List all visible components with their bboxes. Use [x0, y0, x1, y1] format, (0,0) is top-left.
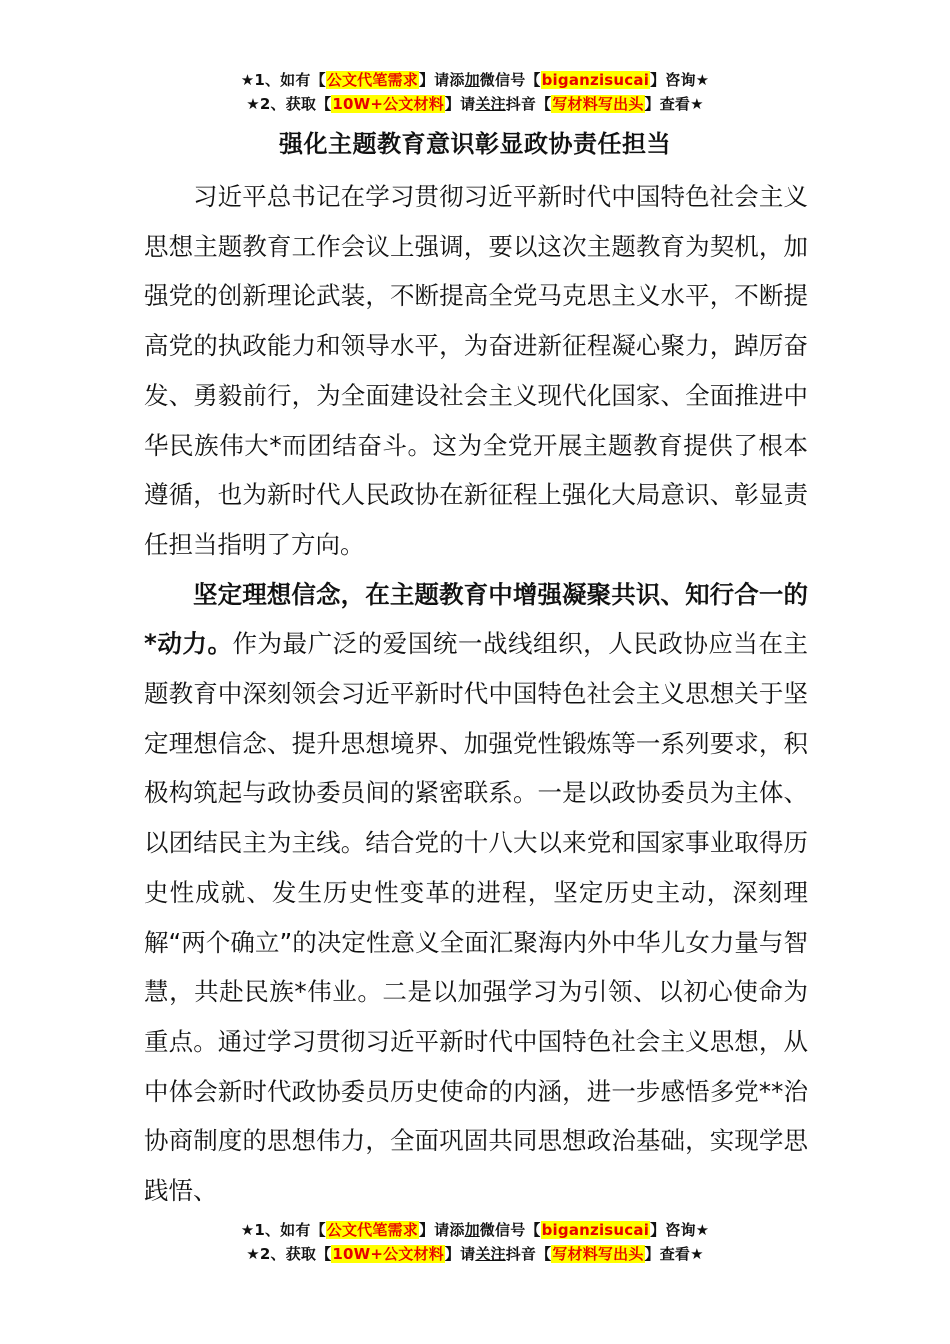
footer-banner	[0, 1218, 950, 1266]
highlight-douyin: 写材料写出头	[552, 1245, 644, 1263]
highlight-materials: 10W+公文材料	[332, 1245, 444, 1263]
highlight-service: 公文代笔需求	[326, 1221, 418, 1239]
document-body	[144, 172, 808, 1216]
header-banner	[0, 68, 950, 116]
banner-line-2: ★2、获取【10W+公文材料】请关注抖音【写材料写出头】查看★	[246, 95, 704, 113]
document-title: 强化主题教育意识彰显政协责任担当	[279, 130, 671, 158]
paragraph-2-body: 作为最广泛的爱国统一战线组织，人民政协应当在主题教育中深刻领会习近平新时代中国特色社会主义思想关于坚定理想信念、提升思想境界、加强党性锻炼等一系列要求，积极构筑起与政协委员间的紧密联系。一是以政协委员为主体、以团结民主为主线。结合党的十八大以来党和国家事业取得历史性成就、发生历史性变革的进程，坚定历史主动，深刻理解“两个确立”的决定性意义全面汇聚海内外中华儿女力量与智慧，共赴民族*伟业。二是以加强学习为引领、以初心使命为重点。通过学习贯彻习近平新时代中国特色社会主义思想，从中体会新时代政协委员历史使命的内涵，进一步感悟多党**治协商制度的思想伟力，全面巩固共同思想政治基础，实现学思践悟、	[144, 629, 809, 1206]
banner-line-1: ★1、如有【公文代笔需求】请添加微信号【biganzisucai】咨询★	[240, 71, 710, 89]
paragraph-2-lead: 坚定理想信念，在主题教育中增强凝聚共识、知行合一的*动力。	[144, 579, 808, 659]
banner-line-1: ★1、如有【公文代笔需求】请添加微信号【biganzisucai】咨询★	[240, 1221, 710, 1239]
highlight-materials: 10W+公文材料	[332, 95, 444, 113]
highlight-wechat-id: biganzisucai	[541, 1221, 650, 1239]
highlight-service: 公文代笔需求	[326, 71, 418, 89]
highlight-wechat-id: biganzisucai	[541, 71, 650, 89]
paragraph-2	[144, 570, 808, 1216]
paragraph-1: 习近平总书记在学习贯彻习近平新时代中国特色社会主义思想主题教育工作会议上强调，要以这次主题教育为契机，加强党的创新理论武装，不断提高全党马克思主义水平，不断提高党的执政能力和领导水平，为奋进新征程凝心聚力，踔厉奋发、勇毅前行，为全面建设社会主义现代化国家、全面推进中华民族伟大*而团结奋斗。这为全党开展主题教育提供了根本遵循，也为新时代人民政协在新征程上强化大局意识、彰显责任担当指明了方向。	[144, 182, 808, 559]
banner-line-2: ★2、获取【10W+公文材料】请关注抖音【写材料写出头】查看★	[246, 1245, 704, 1263]
highlight-douyin: 写材料写出头	[552, 95, 644, 113]
